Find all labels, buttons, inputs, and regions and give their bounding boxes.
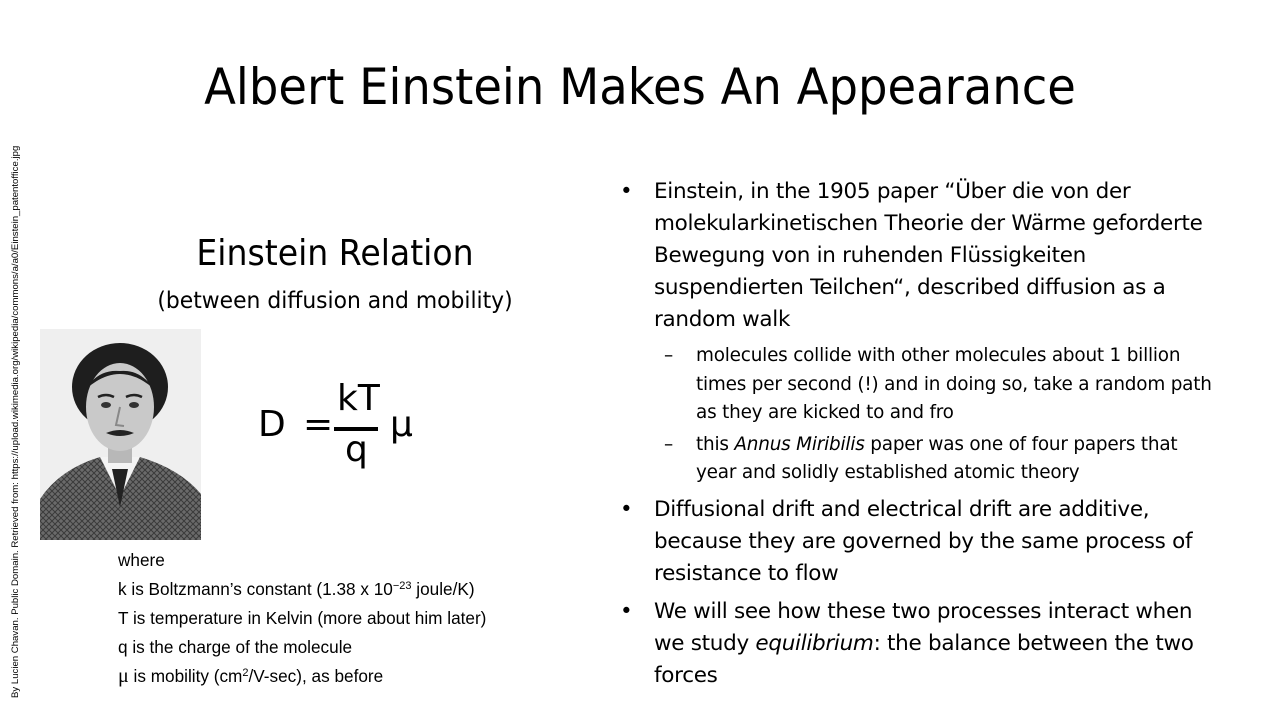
bullet-glyph: •: [620, 496, 633, 522]
definition-k: k is Boltzmann’s constant (1.38 x $10^{-23}$ joule/K): [118, 579, 475, 599]
variable-definitions: [118, 546, 568, 691]
bullet-item: [620, 176, 1220, 336]
equation-mu: μ: [390, 404, 413, 445]
definition-t: T is temperature in Kelvin (more about him later): [118, 608, 487, 628]
bullet-glyph: •: [620, 179, 633, 204]
equation-lhs: D: [258, 404, 286, 445]
einstein-portrait: [40, 329, 201, 540]
einstein-equation: [258, 380, 438, 480]
slide-title: Albert Einstein Makes An Appearance: [204, 58, 1076, 116]
where-intro: where: [118, 550, 165, 570]
sub-bullet-text: molecules collide with other molecules about 1 billion times per second (!) and in doing so, take a random path as they are kicked to and fro: [696, 345, 1212, 423]
sub-bullet-item: [620, 342, 1220, 428]
relation-title: Einstein Relation: [196, 233, 474, 274]
bullet-glyph: •: [620, 598, 633, 624]
bullet-text: We will see how these two processes interact when we study equilibrium: the balance between the two forces: [654, 598, 1194, 688]
equation-equals: =: [303, 404, 334, 445]
definition-mu: μ is mobility $(cm^2/V-\sec)$, as before: [118, 665, 384, 687]
bullet-list: [620, 176, 1220, 692]
relation-subtitle: (between diffusion and mobility): [157, 288, 513, 314]
bullet-text: Einstein, in the 1905 paper “Über die von der molekularkinetischen Theorie der Wärme geforderte Bewegung von in ruhenden Flüssigkeiten suspendierten Teilchen“, described diffusion as a random walk: [654, 179, 1203, 332]
definition-q: q is the charge of the molecule: [118, 637, 353, 657]
photo-credit: By Lucien Chavan. Public Domain. Retrieved from: https://upload.wikimedia.org/wikipedia/commons/a/a0/Einstein_patentoffice.jpg: [10, 145, 21, 698]
equation-numerator: kT: [337, 378, 380, 419]
equation-denominator: q: [345, 429, 368, 470]
bullet-item: [620, 596, 1220, 692]
dash-glyph: –: [664, 433, 673, 455]
bullet-item: [620, 494, 1220, 590]
sub-bullet-item: [620, 431, 1220, 488]
sub-bullet-text: this Annus Miribilis paper was one of four papers that year and solidly established atomic theory: [696, 433, 1178, 483]
dash-glyph: –: [664, 345, 673, 366]
bullet-text: Diffusional drift and electrical drift are additive, because they are governed by the same process of resistance to flow: [654, 496, 1193, 586]
